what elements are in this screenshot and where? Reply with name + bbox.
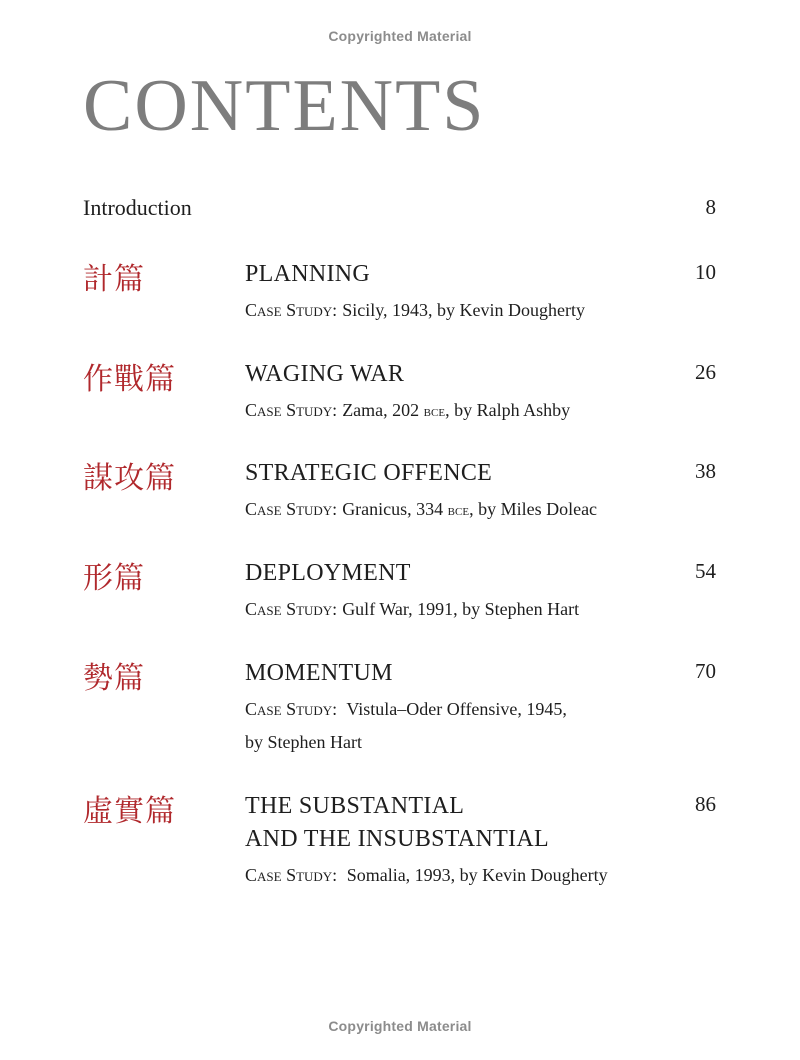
case-study-line [245,294,585,327]
case-study-line [245,593,579,626]
case-study-prefix: Case Study: [245,599,338,619]
case-study-line [245,493,597,528]
chapter-title: STRATEGIC OFFENCE [245,460,493,486]
case-study-text-end: , by Ralph Ashby [445,400,571,420]
chinese-chapter-title: 形篇 [83,561,145,596]
chapter-title: MOMENTUM [245,660,393,686]
case-study-line [245,693,567,726]
chinese-chapter-title: 虛實篇 [83,794,176,829]
case-study-text: Vistula–Oder Offensive, 1945, [346,699,567,719]
case-study-prefix: Case Study: [245,499,338,519]
case-study-prefix: Case Study: [245,699,338,719]
page-title: CONTENTS [83,65,486,147]
case-study-prefix: Case Study: [245,865,338,885]
era-label: bce [447,503,470,519]
chinese-chapter-title: 謀攻篇 [83,461,176,496]
toc-page-number: 54 [695,559,716,583]
chapter-title: DEPLOYMENT [245,560,411,586]
chinese-chapter-title: 計篇 [83,262,145,297]
era-label: bce [423,404,446,420]
chapter-title: PLANNING [245,261,371,287]
toc-page-number: 70 [695,659,716,683]
toc-entry-introduction[interactable] [83,195,716,225]
case-study-text: Gulf War, 1991, by Stephen Hart [342,599,580,619]
toc-page-number: 86 [695,792,716,816]
toc-entry-label: Introduction [83,195,192,220]
chinese-chapter-title: 勢篇 [83,661,145,696]
toc-page-number: 10 [695,260,716,284]
toc-page-number: 8 [705,195,716,219]
chapter-title-line-1: THE SUBSTANTIAL [245,793,465,819]
copyright-watermark-top: Copyrighted Material [328,28,472,44]
case-study-text: Sicily, 1943, by Kevin Dougherty [342,300,585,320]
case-study-text: Zama, 202 [342,400,420,420]
case-study-prefix: Case Study: [245,300,338,320]
case-study-line [245,394,570,429]
case-study-line-2: by Stephen Hart [245,732,362,752]
case-study-line [245,859,608,892]
case-study-text: Somalia, 1993, by Kevin Dougherty [346,865,608,885]
chapter-title: WAGING WAR [245,361,405,387]
case-study-prefix: Case Study: [245,400,338,420]
copyright-watermark-bottom: Copyrighted Material [328,1018,472,1034]
chinese-chapter-title: 作戰篇 [83,362,176,397]
toc-page-number: 38 [695,459,716,483]
chapter-title-line-2: AND THE INSUBSTANTIAL [245,826,549,852]
toc-page-number: 26 [695,360,716,384]
case-study-text: Granicus, 334 [342,499,444,519]
case-study-text-end: , by Miles Doleac [469,499,598,519]
